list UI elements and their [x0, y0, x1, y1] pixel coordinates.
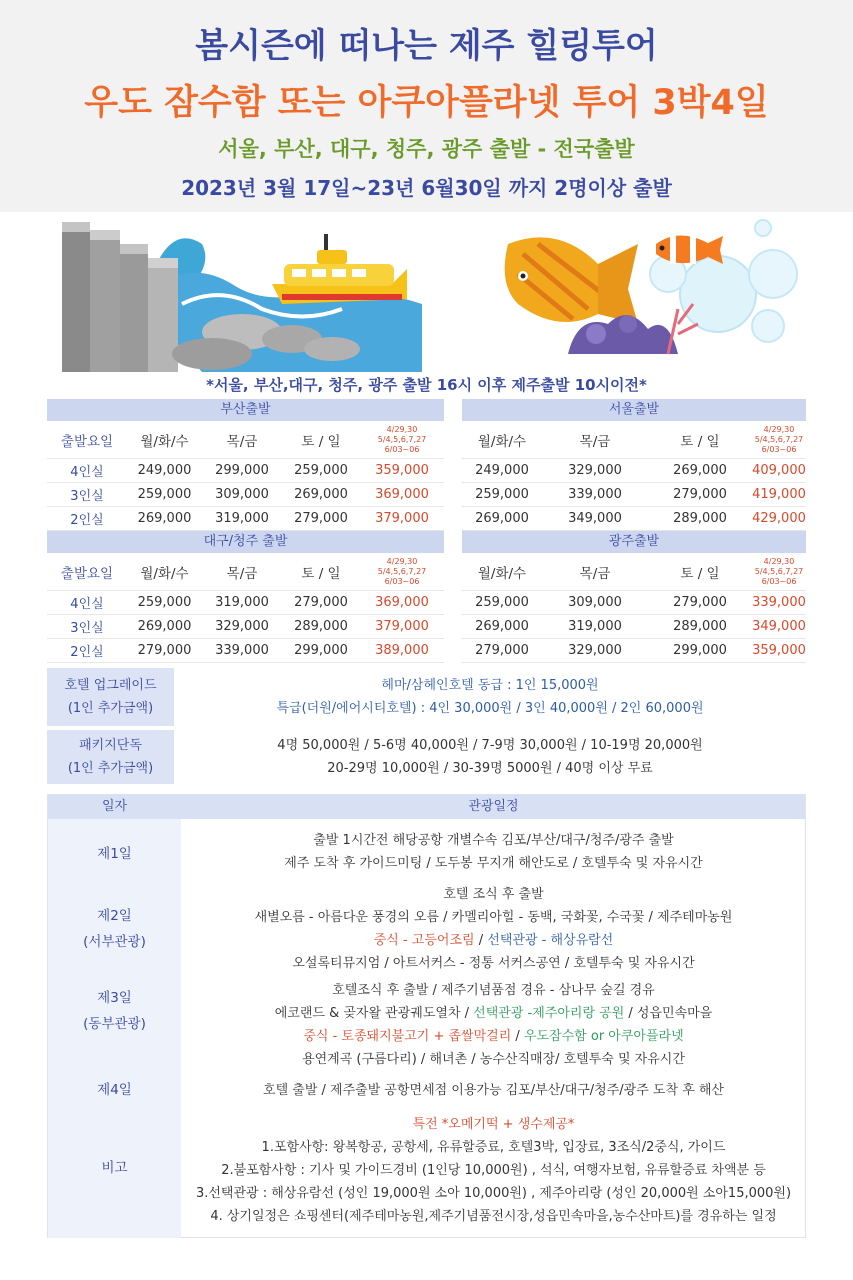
room-type: 4인실 [70, 597, 104, 612]
schedule-line: 오설록티뮤지엄 / 아트서커스 - 정통 서커스공연 / 호텔투숙 및 자유시간 [292, 956, 695, 971]
activity-note: 우도잠수함 or 아쿠아플라넷 [523, 1029, 684, 1044]
header-cell: 월/화/수 [140, 565, 189, 582]
table-row [47, 639, 444, 663]
lunch-note: 중식 - 고등어조림 [373, 933, 475, 948]
peak-price-cell: 369,000 [375, 595, 429, 610]
price-table-seoul [462, 399, 806, 531]
price-cell: 309,000 [568, 595, 622, 610]
schedule-text: 에코랜드 & 곶자왈 관광궤도열차 / [274, 1006, 474, 1021]
table-title: 광주출발 [462, 531, 806, 553]
room-type: 3인실 [70, 489, 104, 504]
table-header-row [47, 553, 444, 591]
table-row [462, 639, 806, 663]
lunch-note: 중식 - 토종돼지불고기 + 좁쌀막걸리 [303, 1029, 512, 1044]
header-cell: 목/금 [226, 565, 258, 582]
label-line: (서부관광) [83, 934, 146, 950]
price-cell: 279,000 [475, 643, 529, 658]
price-cell: 319,000 [568, 619, 622, 634]
price-cell: 329,000 [215, 619, 269, 634]
price-table-daegu-cheongju [47, 531, 444, 663]
hotel-upgrade-label [47, 668, 174, 726]
separator: / [474, 933, 488, 948]
peak-price-cell: 429,000 [752, 511, 806, 526]
peak-price-cell: 359,000 [375, 463, 429, 478]
package-private-row [47, 730, 806, 784]
schedule-text: / 성읍민속마을 [624, 1006, 713, 1021]
package-private-prices [174, 730, 806, 780]
peak-price-cell: 419,000 [752, 487, 806, 502]
label-line: (1인 추가금액) [67, 761, 154, 776]
peak-price-cell: 359,000 [752, 643, 806, 658]
tropical-fish-illustration [478, 214, 798, 366]
day3-label [48, 985, 181, 1037]
table-row [462, 591, 806, 615]
peak-dates-header [752, 425, 806, 455]
separator: / [511, 1029, 524, 1044]
price-cell: 289,000 [294, 619, 348, 634]
table-header-row [47, 421, 444, 459]
price-cell: 279,000 [673, 595, 727, 610]
price-cell: 269,000 [137, 619, 192, 634]
itinerary-header [48, 795, 805, 819]
price-cell: 299,000 [294, 643, 348, 658]
peak-price-cell: 409,000 [752, 463, 806, 478]
table-row [47, 615, 444, 639]
peak-date-line: 4/29,30 [763, 424, 795, 434]
header-cell: 토 / 일 [680, 565, 720, 582]
room-type: 2인실 [70, 513, 104, 528]
table-row [462, 483, 806, 507]
price-cell: 269,000 [294, 487, 348, 502]
day1-schedule [181, 829, 806, 875]
departure-cities: 서울, 부산, 대구, 청주, 광주 출발 - 전국출발 [218, 137, 635, 161]
peak-price-cell: 349,000 [752, 619, 806, 634]
header-cell: 월/화/수 [477, 565, 527, 582]
special-offer: 특전 *오메기떡 + 생수제공* [412, 1117, 575, 1132]
price-cell: 249,000 [475, 463, 529, 478]
price-cell: 299,000 [673, 643, 727, 658]
header-plan: 관광일정 [468, 799, 519, 814]
table-header-row [462, 421, 806, 459]
room-type: 2인실 [70, 645, 104, 660]
package-private-label [47, 730, 174, 784]
coast-submarine-illustration [62, 214, 422, 372]
peak-date-line: 6/03~06 [384, 444, 420, 454]
day2-schedule [181, 883, 806, 975]
tour-period: 2023년 3월 17일~23년 6월30일 까지 2명이상 출발 [181, 176, 672, 200]
peak-dates-header [752, 557, 806, 587]
price-cell: 279,000 [137, 643, 192, 658]
remarks-label: 비고 [101, 1160, 128, 1176]
price-cell: 269,000 [475, 619, 529, 634]
price-cell: 269,000 [137, 511, 192, 526]
remark-line: 3.선택관광 : 해상유람선 (성인 19,000원 소아 10,000원) , 제주아리랑 (성인 20,000원 소아15,000원) [195, 1186, 792, 1201]
price-line: 4명 50,000원 / 5-6명 40,000원 / 7-9명 30,000원 / 10-19명 20,000원 [277, 738, 703, 753]
table-row [47, 591, 444, 615]
day4-label: 제4일 [97, 1082, 132, 1098]
header-cell: 토 / 일 [301, 565, 341, 582]
tour-subtitle: 우도 잠수함 또는 아쿠아플라넷 투어 3박4일 [84, 83, 769, 123]
peak-dates-header [360, 425, 444, 455]
table-row [462, 615, 806, 639]
price-cell: 259,000 [294, 463, 348, 478]
departure-notice: *서울, 부산,대구, 청주, 광주 출발 16시 이후 제주출발 10시이전* [206, 376, 647, 394]
room-type: 4인실 [70, 465, 104, 480]
label-line: 패키지단독 [79, 738, 142, 753]
price-cell: 269,000 [475, 511, 529, 526]
page-title: 봄시즌에 떠나는 제주 힐링투어 [195, 26, 658, 66]
peak-price-cell: 379,000 [375, 619, 429, 634]
peak-date-line: 5/4,5,6,7,27 [754, 566, 804, 576]
schedule-line [181, 1002, 806, 1025]
price-line: 헤마/삼헤인호텔 동급 : 1인 15,000원 [381, 678, 599, 693]
header-cell: 월/화/수 [477, 433, 527, 450]
table-row [462, 507, 806, 531]
peak-date-line: 5/4,5,6,7,27 [377, 434, 427, 444]
optional-tour-note: 선택관광 -제주아리랑 공원 [473, 1006, 625, 1021]
peak-date-line: 6/03~06 [761, 444, 797, 454]
price-cell: 319,000 [215, 511, 269, 526]
peak-date-line: 5/4,5,6,7,27 [754, 434, 804, 444]
remark-line: 1.포함사항: 왕복항공, 공항세, 유류할증료, 호텔3박, 입장료, 3조식/2중식, 가이드 [261, 1140, 726, 1155]
remark-line: 2.불포함사항 : 기사 및 가이드경비 (1인당 10,000원) , 석식, 여행자보험, 유류할증료 차액분 등 [221, 1163, 766, 1178]
peak-date-line: 5/4,5,6,7,27 [377, 566, 427, 576]
header-cell: 목/금 [226, 433, 258, 450]
table-row [47, 459, 444, 483]
day2-label [48, 903, 181, 955]
schedule-line: 제주 도착 후 가이드미팅 / 도두봉 무지개 해안도로 / 호텔투숙 및 자유시간 [284, 856, 703, 871]
peak-date-line: 4/29,30 [763, 556, 795, 566]
schedule-line: 호텔조식 후 출발 / 제주기념품점 경유 - 삼나무 숲길 경유 [332, 983, 655, 998]
schedule-line [181, 1025, 806, 1048]
price-cell: 269,000 [673, 463, 727, 478]
remarks-content [181, 1113, 806, 1228]
room-type: 3인실 [70, 621, 104, 636]
label-line: (1인 추가금액) [67, 701, 154, 716]
optional-tour-note: 선택관광 - 해상유람선 [487, 933, 614, 948]
price-cell: 329,000 [568, 463, 622, 478]
schedule-line: 출발 1시간전 해당공항 개별수속 김포/부산/대구/청주/광주 출발 [313, 833, 674, 848]
label-line: 제3일 [97, 990, 132, 1006]
peak-price-cell: 379,000 [375, 511, 429, 526]
schedule-line: 용연계곡 (구름다리) / 해녀촌 / 농수산직매장/ 호텔투숙 및 자유시간 [302, 1052, 685, 1067]
price-table-gwangju [462, 531, 806, 663]
label-line: (동부관광) [83, 1016, 146, 1032]
peak-date-line: 6/03~06 [384, 576, 420, 586]
table-row [462, 459, 806, 483]
schedule-line: 호텔 조식 후 출발 [443, 887, 544, 902]
label-line: 호텔 업그레이드 [64, 678, 157, 693]
price-cell: 329,000 [568, 643, 622, 658]
table-row [47, 507, 444, 531]
schedule-line: 새별오름 - 아름다운 풍경의 오름 / 카멜리아힐 - 동백, 국화꽃, 수국꽃 / 제주테마농원 [254, 910, 733, 925]
day1-label: 제1일 [97, 846, 132, 862]
price-cell: 259,000 [475, 487, 529, 502]
table-title: 서울출발 [462, 399, 806, 421]
header-day: 일자 [101, 799, 128, 814]
table-row [47, 483, 444, 507]
price-cell: 339,000 [215, 643, 269, 658]
price-cell: 249,000 [137, 463, 192, 478]
peak-price-cell: 339,000 [752, 595, 806, 610]
header-cell: 토 / 일 [680, 433, 720, 450]
price-cell: 309,000 [215, 487, 269, 502]
price-cell: 289,000 [673, 619, 727, 634]
price-cell: 349,000 [568, 511, 622, 526]
price-table-busan [47, 399, 444, 531]
header-cell: 출발요일 [60, 565, 114, 582]
table-title: 대구/청주 출발 [47, 531, 444, 553]
price-cell: 339,000 [568, 487, 622, 502]
price-cell: 279,000 [673, 487, 727, 502]
price-cell: 259,000 [137, 595, 192, 610]
price-line: 20-29명 10,000원 / 30-39명 5000원 / 40명 이상 무료 [327, 761, 653, 776]
header-cell: 목/금 [579, 565, 611, 582]
label-line: 제2일 [97, 908, 132, 924]
price-cell: 259,000 [137, 487, 192, 502]
peak-date-line: 6/03~06 [761, 576, 797, 586]
header-cell: 출발요일 [60, 433, 114, 450]
price-line: 특급(더원/에어시티호텔) : 4인 30,000원 / 3인 40,000원 / 2인 60,000원 [276, 701, 704, 716]
table-header-row [462, 553, 806, 591]
hotel-upgrade-row [47, 668, 806, 726]
table-title: 부산출발 [47, 399, 444, 421]
remark-line: 4. 상기일정은 쇼핑센터(제주테마농원,제주기념품전시장,성읍민속마을,농수산마트)를 경유하는 일정 [210, 1209, 777, 1224]
price-cell: 319,000 [215, 595, 269, 610]
itinerary-table [47, 794, 806, 1238]
header-banner [0, 0, 853, 212]
peak-date-line: 4/29,30 [386, 424, 418, 434]
header-cell: 월/화/수 [140, 433, 189, 450]
price-cell: 299,000 [215, 463, 269, 478]
peak-date-line: 4/29,30 [386, 556, 418, 566]
price-cell: 289,000 [673, 511, 727, 526]
peak-dates-header [360, 557, 444, 587]
peak-price-cell: 389,000 [375, 643, 429, 658]
price-cell: 279,000 [294, 595, 348, 610]
peak-price-cell: 369,000 [375, 487, 429, 502]
day4-schedule: 호텔 출발 / 제주출발 공항면세점 이용가능 김포/부산/대구/청주/광주 도착 후 해산 [263, 1083, 724, 1098]
price-cell: 279,000 [294, 511, 348, 526]
day3-schedule [181, 979, 806, 1071]
header-cell: 토 / 일 [301, 433, 341, 450]
header-cell: 목/금 [579, 433, 611, 450]
schedule-line [181, 929, 806, 952]
price-cell: 259,000 [475, 595, 529, 610]
hotel-upgrade-prices [174, 668, 806, 720]
